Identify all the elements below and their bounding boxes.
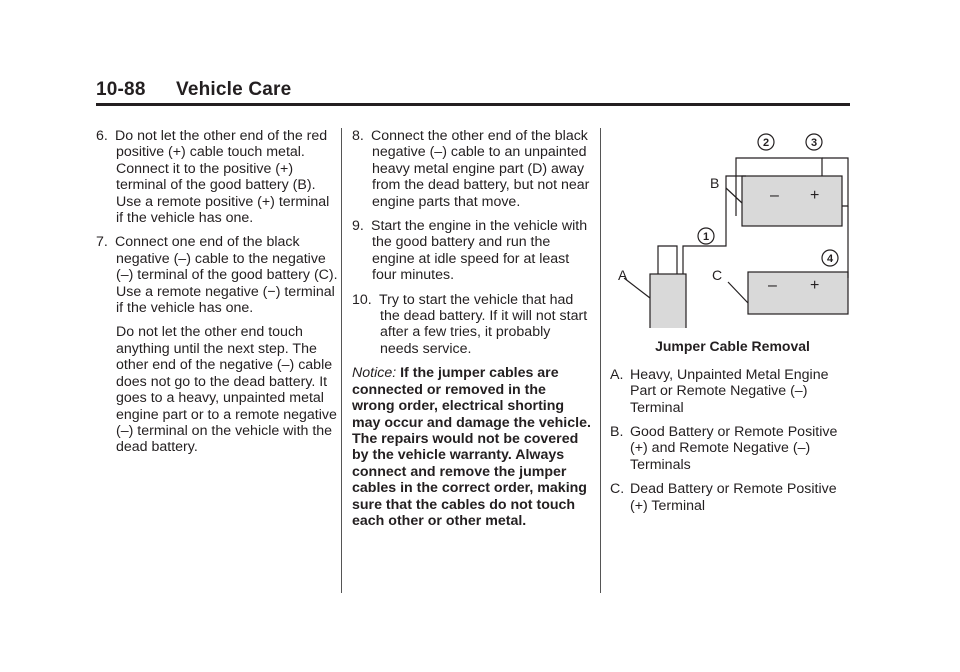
header-rule (96, 103, 850, 106)
good-battery-minus: – (770, 187, 779, 204)
step-text: Do not let the other end of the red positive (+) cable touch metal. Connect it to the positive (+) terminal of the good battery (B). Use a remote positive (+) terminal if the vehicle has one. (115, 128, 330, 227)
label-c: C (712, 267, 723, 283)
leader-b (726, 188, 742, 203)
step-7 (96, 234, 340, 316)
dead-battery-minus: – (768, 277, 777, 294)
good-battery-b (742, 176, 842, 226)
legend-c (610, 481, 855, 514)
step-9 (352, 218, 592, 284)
dead-battery-c (748, 272, 848, 314)
figure-caption: Jumper Cable Removal (655, 338, 810, 355)
step-number: 8. (352, 128, 364, 144)
callout-2: 2 (762, 137, 770, 149)
legend-b (610, 424, 855, 473)
column-3 (610, 128, 855, 522)
step-text: Try to start the vehicle that had the dead battery. If it will not start after a few tries, it probably needs service. (379, 291, 588, 357)
column-2 (352, 128, 592, 529)
page-number: 10-88 (96, 79, 146, 100)
good-battery-plus: + (810, 187, 820, 204)
cable-1-left (658, 246, 677, 274)
dead-battery-plus: + (810, 277, 820, 294)
notice-text: If the jumper cables are connected or removed in the wrong order, electrical shorting may occur and damage the vehicle. The repairs would not be covered by the vehicle warranty. Always connect and remove the jumper cables in the correct order, making sure that the cables do not touch each other or other metal. (352, 365, 591, 529)
legend-text: Good Battery or Remote Positive (+) and Remote Negative (–) Terminals (630, 424, 838, 473)
legend-text: Heavy, Unpainted Metal Engine Part or Remote Negative (–) Terminal (630, 366, 829, 416)
step-6 (96, 128, 340, 226)
step-number: 10. (352, 291, 372, 308)
legend-a (610, 367, 855, 416)
leader-a (624, 278, 650, 298)
callout-1: 1 (702, 231, 710, 243)
column-divider-2 (600, 128, 601, 593)
label-b: B (710, 175, 720, 191)
notice-label: Notice: (352, 365, 397, 382)
legend-key: B. (610, 424, 624, 441)
step-7-note: Do not let the other end touch anything until the next step. The other end of the negative (–) cable does not go to the dead battery. It goes to a heavy, unpainted metal engine part or to a remote negative (–) terminal on the vehicle with the dead battery. (116, 324, 337, 456)
column-1 (96, 128, 340, 464)
step-8 (352, 128, 592, 210)
leader-c (728, 282, 748, 303)
legend-key: C. (610, 481, 625, 498)
page-header (96, 79, 291, 101)
step-number: 6. (96, 128, 108, 144)
section-title: Vehicle Care (176, 79, 292, 100)
jumper-cable-diagram (610, 128, 855, 328)
column-divider-1 (341, 128, 342, 593)
legend-text: Dead Battery or Remote Positive (+) Terminal (630, 481, 837, 514)
step-text: Connect one end of the black negative (–) cable to the negative (–) terminal of the good battery (C). Use a remote negative (−) terminal if the vehicle has one. (115, 234, 338, 317)
legend-key: A. (610, 366, 624, 383)
callout-4: 4 (826, 253, 834, 265)
step-number: 9. (352, 218, 364, 235)
label-a: A (618, 267, 628, 283)
notice-block (352, 365, 592, 529)
callout-3: 3 (810, 137, 818, 149)
engine-part-a (650, 274, 686, 328)
step-10 (352, 292, 592, 358)
step-text: Start the engine in the vehicle with the good battery and run the engine at idle speed for at least four minutes. (371, 218, 588, 284)
step-number: 7. (96, 234, 108, 251)
step-text: Connect the other end of the black negative (–) cable to an unpainted heavy metal engine part (D) away from the dead battery, but not near engine parts that move. (371, 128, 590, 210)
